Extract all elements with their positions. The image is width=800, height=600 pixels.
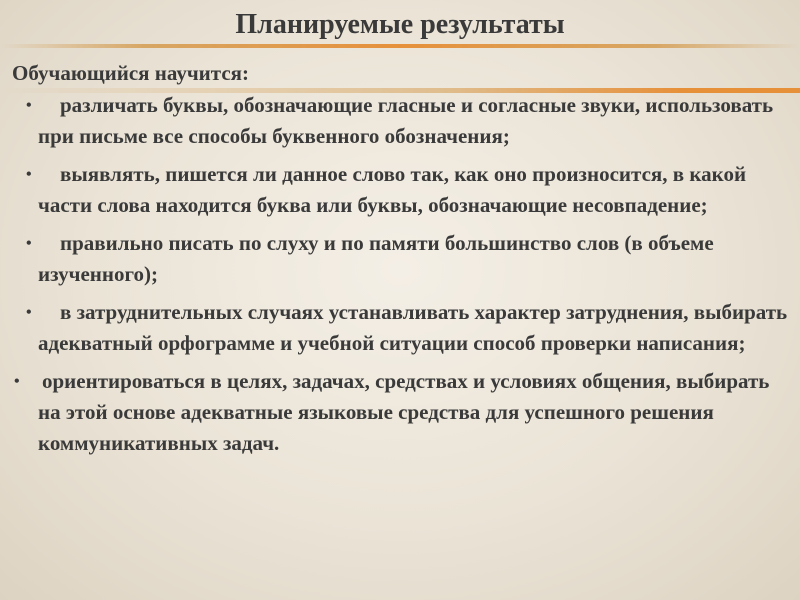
bullet-icon: • xyxy=(26,235,32,252)
list-item-text: ориентироваться в целях, задачах, средствах и условиях общения, выбирать на этой основе адекватные языковые средства для успешного решения коммуникативных задач. xyxy=(38,369,770,455)
list-item xyxy=(20,159,790,221)
results-list xyxy=(14,90,790,466)
list-item-text: в затруднительных случаях устанавливать характер затруднения, выбирать адекватный орфограмме и учебной ситуации способ проверки написания; xyxy=(38,300,788,355)
slide-subtitle: Обучающийся научится: xyxy=(12,61,250,85)
bullet-icon: • xyxy=(26,304,32,321)
list-item-text: правильно писать по слуху и по памяти большинство слов (в объеме изученного); xyxy=(38,231,714,286)
list-item xyxy=(14,366,790,459)
bullet-icon: • xyxy=(26,97,32,114)
list-item-text: выявлять, пишется ли данное слово так, как оно произносится, в какой части слова находится буква или буквы, обозначающие несовпадение; xyxy=(38,162,747,217)
list-item xyxy=(20,228,790,290)
bullet-icon: • xyxy=(26,166,32,183)
list-item xyxy=(20,297,790,359)
bullet-icon: • xyxy=(14,373,20,390)
list-item-text: различать буквы, обозначающие гласные и согласные звуки, использовать при письме все способы буквенного обозначения; xyxy=(38,93,774,148)
slide-title: Планируемые результаты xyxy=(235,9,565,40)
decorative-divider-top xyxy=(0,44,800,48)
list-item xyxy=(20,90,790,152)
